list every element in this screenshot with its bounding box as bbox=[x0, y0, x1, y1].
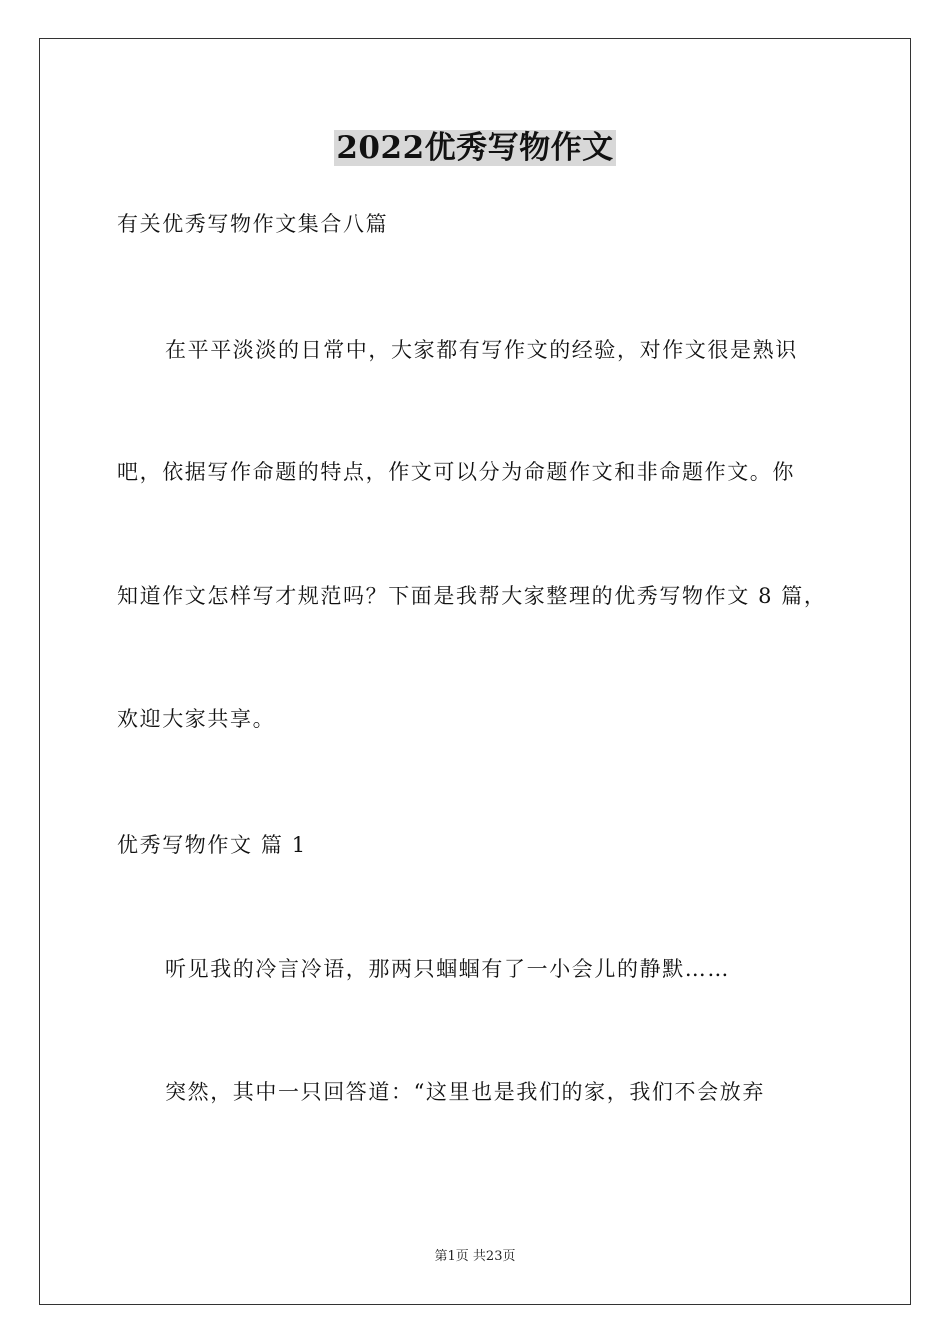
paragraph-line-6: 突然，其中一只回答道：“这里也是我们的家，我们不会放弃 bbox=[165, 1080, 765, 1104]
document-subtitle: 有关优秀写物作文集合八篇 bbox=[117, 212, 389, 236]
paragraph-line-5: 听见我的冷言冷语，那两只蝈蝈有了一小会儿的静默…… bbox=[165, 957, 730, 981]
document-title bbox=[0, 128, 950, 168]
paragraph-line-3: 知道作文怎样写才规范吗？下面是我帮大家整理的优秀写物作文 8 篇， bbox=[117, 584, 827, 608]
paragraph-line-2: 吧，依据写作命题的特点，作文可以分为命题作文和非命题作文。你 bbox=[117, 460, 795, 484]
paragraph-line-4: 欢迎大家共享。 bbox=[117, 707, 276, 731]
page-footer: 第1页 共23页 bbox=[434, 1249, 516, 1264]
paragraph-line-1: 在平平淡淡的日常中，大家都有写作文的经验，对作文很是熟识 bbox=[165, 338, 798, 362]
document-title-text: 2022优秀写物作文 bbox=[336, 130, 614, 166]
section-heading: 优秀写物作文 篇 1 bbox=[117, 833, 307, 857]
